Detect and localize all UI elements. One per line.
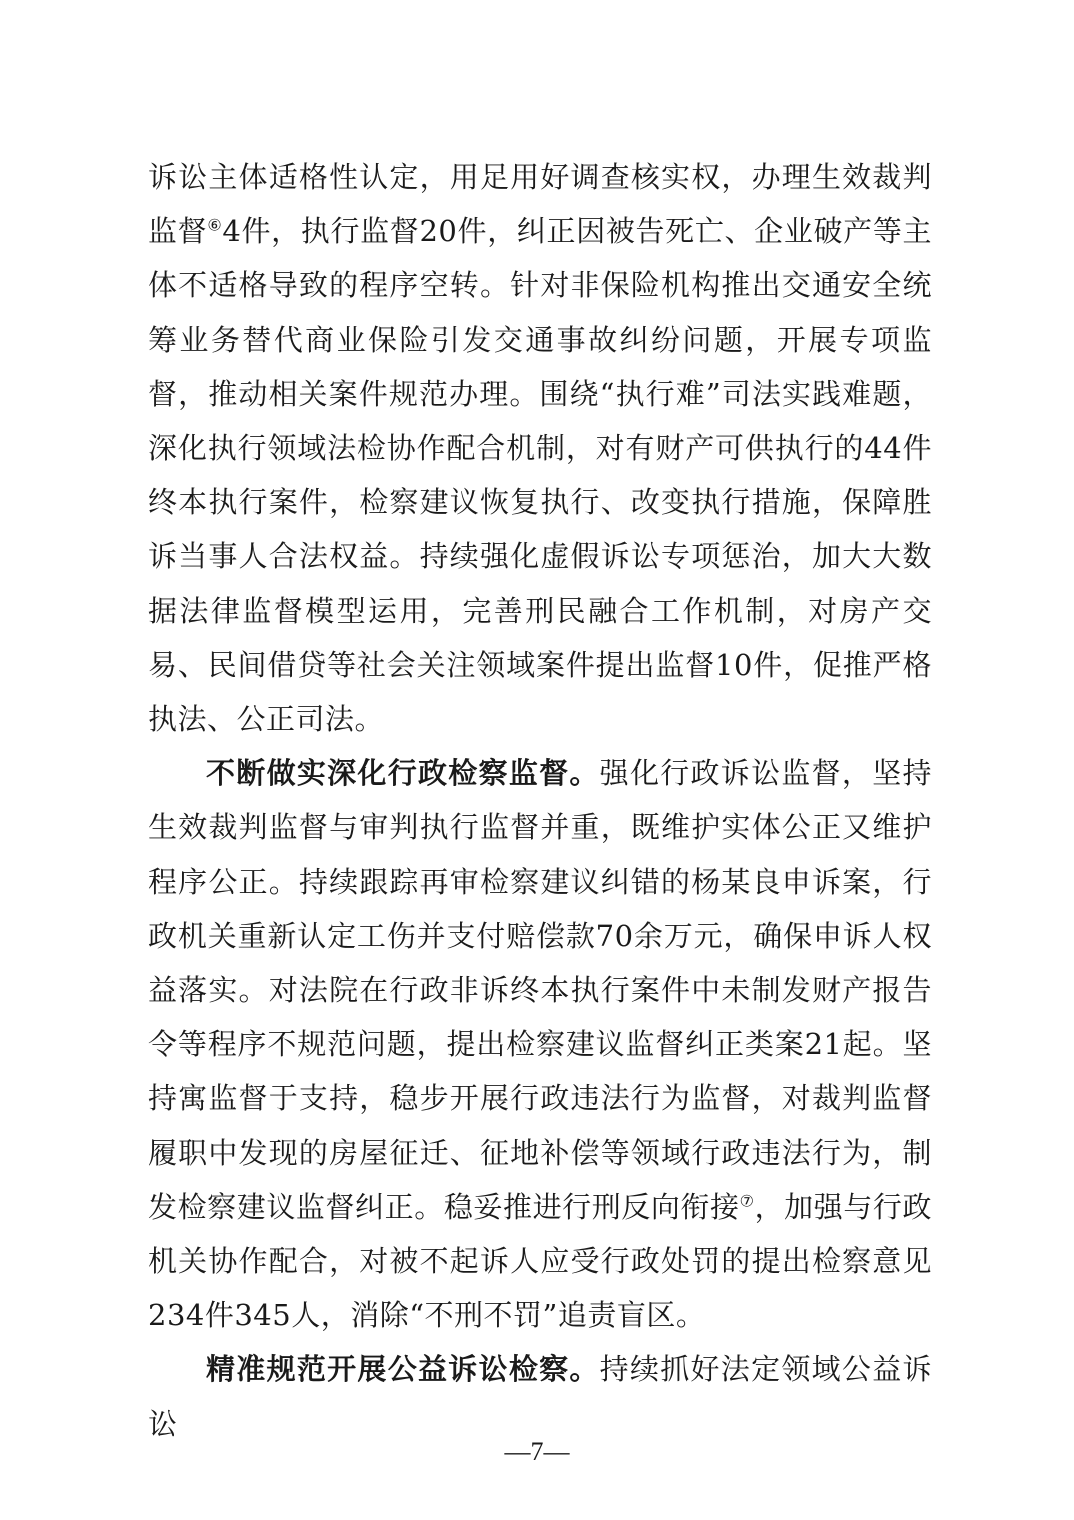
paragraph-administrative-procuratorate <box>148 746 932 1342</box>
paragraph-lead-heading: 精准规范开展公益诉讼检察。 <box>206 1352 600 1387</box>
paragraph-segment: 诉讼主体适格性认定，用足用好调查核实权，办理生效裁判监督 <box>148 160 932 249</box>
footnote-marker: ⑥ <box>207 215 223 235</box>
paragraph-segment: ，加强与行政机关协作配合，对被不起诉人应受行政处罚的提出检察意见234件345人，消除“不刑不罚”追责盲区。 <box>148 1189 932 1333</box>
paragraph-segment: 4件，执行监督20件，纠正因被告死亡、企业破产等主体不适格导致的程序空转。针对非保险机构推出交通安全统筹业务替代商业保险引发交通事故纠纷问题，开展专项监督，推动相关案件规范办理。围绕“执行难”司法实践难题，深化执行领域法检协作配合机制，对有财产可供执行的44件终本执行案件，检察建议恢复执行、改变执行措施，保障胜诉当事人合法权益。持续强化虚假诉讼专项惩治，加大大数据法律监督模型运用，完善刑民融合工作机制，对房产交易、民间借贷等社会关注领域案件提出监督10件，促推严格执法、公正司法。 <box>148 214 932 737</box>
paragraph-segment: 强化行政诉讼监督，坚持生效裁判监督与审判执行监督并重，既维护实体公正又维护程序公正。持续跟踪再审检察建议纠错的杨某良申诉案，行政机关重新认定工伤并支付赔偿款70余万元，确保申诉人权益落实。对法院在行政非诉终本执行案件中未制发财产报告令等程序不规范问题，提出检察建议监督纠正类案21起。坚持寓监督于支持，稳步开展行政违法行为监督，对裁判监督履职中发现的房屋征迁、征地补偿等领域行政违法行为，制发检察建议监督纠正。稳妥推进行刑反向衔接 <box>148 756 932 1224</box>
page-number: —7— <box>504 1437 570 1466</box>
paragraph-public-interest-litigation <box>148 1342 932 1450</box>
paragraph-lead-heading: 不断做实深化行政检察监督。 <box>206 756 600 791</box>
paragraph-segment: 持续抓好法定领域公益诉讼 <box>148 1352 932 1441</box>
body-text <box>148 150 932 1451</box>
footnote-marker: ⑦ <box>739 1191 755 1211</box>
paragraph-continuation <box>148 150 932 746</box>
